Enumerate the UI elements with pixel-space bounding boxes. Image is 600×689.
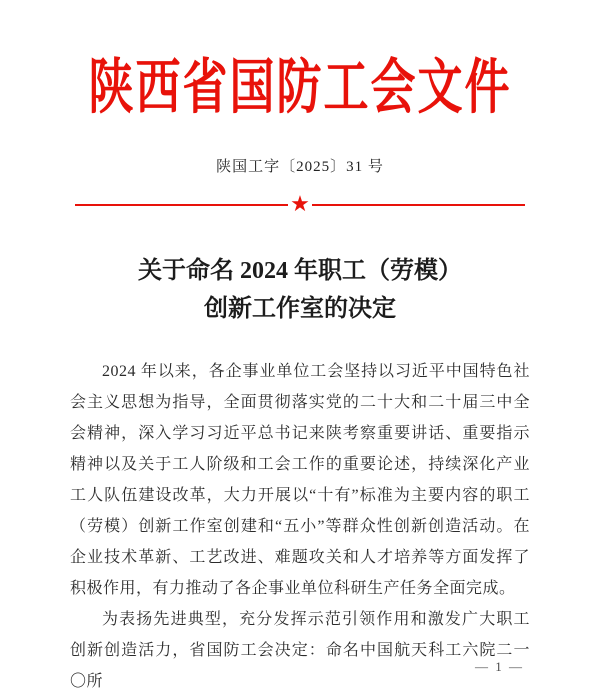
document-header-title: 陕西省国防工会文件	[88, 54, 512, 121]
body-paragraph-1: 2024 年以来，各企事业单位工会坚持以习近平中国特色社会主义思想为指导，全面贯彻落实党的二十大和二十届三中全会精神，深入学习习近平总书记来陕考察重要讲话、重要指示精神以及关于工人阶级和工会工作的重要论述，持续深化产业工人队伍建设改革，大力开展以“十有”标准为主要内容的职工（劳模）创新工作室创建和“五小”等群众性创新创造活动。在企业技术革新、工艺改进、难题攻关和人才培养等方面发挥了积极作用，有力推动了各企事业单位科研生产任务全面完成。	[70, 363, 530, 597]
header-divider	[75, 194, 525, 216]
document-title-line-2: 创新工作室的决定	[204, 296, 396, 322]
document-title	[0, 252, 600, 328]
document-title-line-1: 关于命名 2024 年职工（劳模）	[138, 258, 462, 284]
divider-line-left	[75, 204, 288, 206]
document-number: 陕国工字〔2025〕31 号	[216, 159, 384, 175]
star-icon: ★	[290, 192, 310, 217]
body-paragraph-2: 为表扬先进典型，充分发挥示范引领作用和激发广大职工创新创造活力，省国防工会决定：命名中国航天科工六院二一〇所	[70, 611, 530, 689]
divider-line-right	[312, 204, 525, 206]
page-number: — 1 —	[475, 659, 524, 674]
document-body	[70, 356, 530, 689]
